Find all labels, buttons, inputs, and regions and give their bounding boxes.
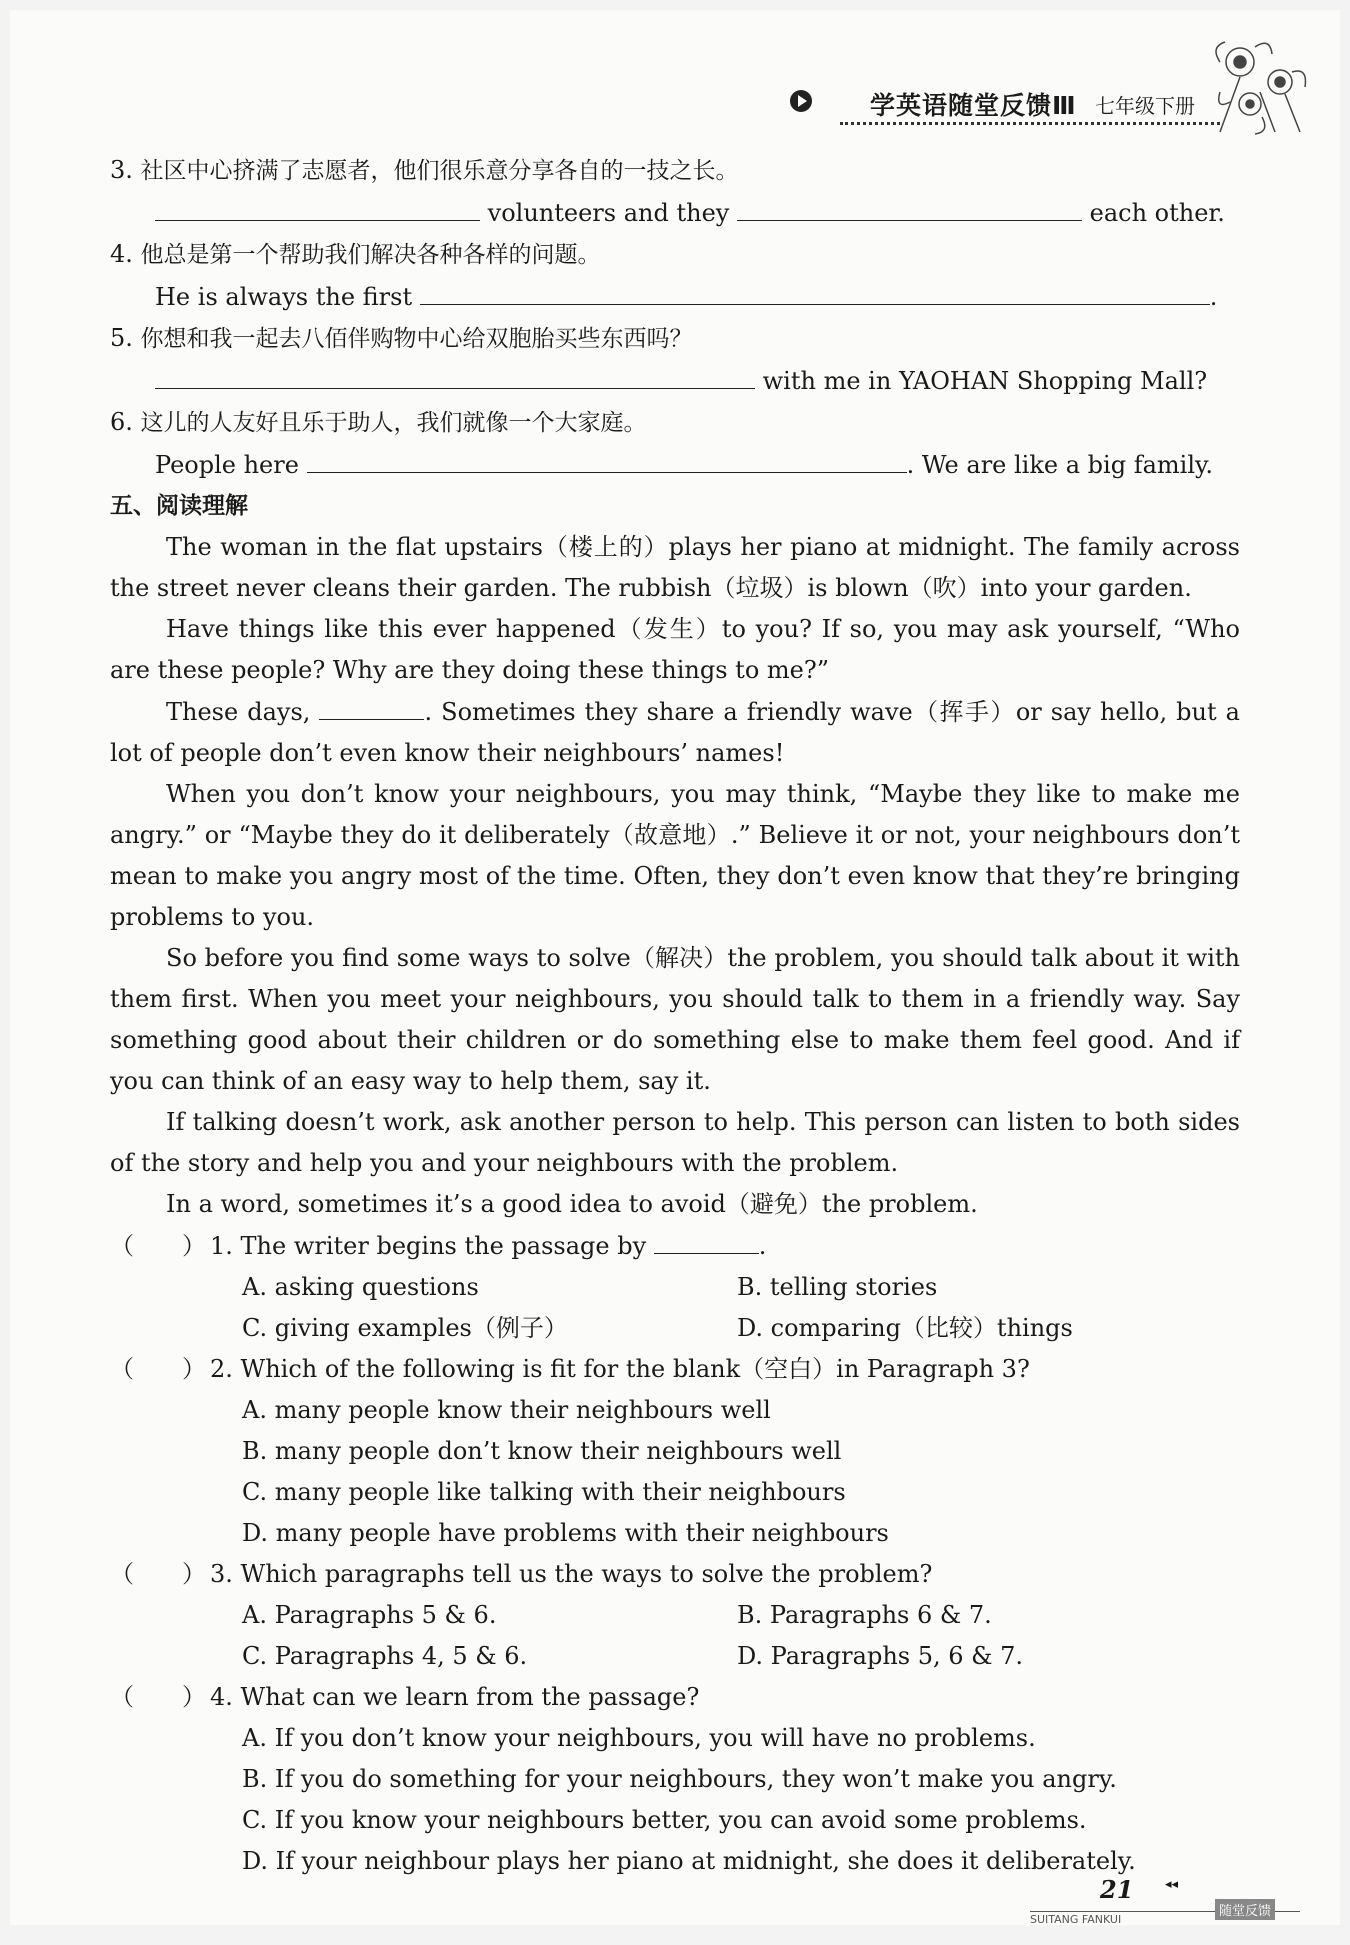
option-a[interactable]: A. If you don’t know your neighbours, you will have no problems. [242, 1724, 1036, 1752]
passage-paragraph-4: When you don’t know your neighbours, you may think, “Maybe they like to make me angry.” or “Maybe they do it deliberately（故意地）.” Believe it or not, your neighbours don’t mean to make you angry most of the time. Often, they don’t even know that they’re bringing problems to you. [110, 780, 1240, 931]
chinese-sentence: 社区中心挤满了志愿者，他们很乐意分享各自的一技之长。 [140, 158, 739, 184]
page-header [790, 80, 1220, 120]
answer-parentheses[interactable]: （ ） [110, 1683, 206, 1711]
footer-pinyin: SUITANG FANKUI [1030, 1913, 1122, 1926]
translation-item-5-answer: with me in YAOHAN Shopping Mall? [110, 360, 1240, 402]
question-4: （ ） 4. What can we learn from the passage? [110, 1677, 1240, 1718]
question-3-options-ab [110, 1595, 1240, 1636]
option-d[interactable]: D. If your neighbour plays her piano at midnight, she does it deliberately. [242, 1847, 1136, 1875]
section-title: 五、阅读理解 [110, 493, 248, 519]
flower-decoration-icon [1200, 32, 1320, 142]
answer-parentheses[interactable]: （ ） [110, 1560, 206, 1588]
option-c[interactable]: C. If you know your neighbours better, you can avoid some problems. [242, 1806, 1087, 1834]
passage-blank [319, 691, 424, 720]
translation-item-6-answer: People here . We are like a big family. [110, 444, 1240, 486]
answer-blank[interactable] [307, 444, 907, 473]
question-3-options-cd [110, 1636, 1240, 1677]
question-1: （ ） 1. The writer begins the passage by . [110, 1225, 1240, 1267]
header-subtitle: 七年级下册 [1095, 94, 1195, 118]
question-3: （ ） 3. Which paragraphs tell us the ways to solve the problem? [110, 1554, 1240, 1595]
chinese-sentence: 这儿的人友好且乐于助人，我们就像一个大家庭。 [140, 410, 647, 436]
answer-parentheses[interactable]: （ ） [110, 1355, 206, 1383]
question-2: （ ） 2. Which of the following is fit for the blank（空白）in Paragraph 3? [110, 1349, 1240, 1390]
option-c[interactable]: C. many people like talking with their neighbours [242, 1478, 846, 1506]
question-1-options-cd [110, 1308, 1240, 1349]
option-d[interactable]: D. Paragraphs 5, 6 & 7. [737, 1642, 1024, 1670]
answer-blank[interactable] [737, 192, 1082, 221]
option-b[interactable]: B. many people don’t know their neighbours well [242, 1437, 842, 1465]
chinese-sentence: 他总是第一个帮助我们解决各种各样的问题。 [140, 242, 601, 268]
passage-paragraph-2: Have things like this ever happened（发生）to you? If so, you may ask yourself, “Who are these people? Why are they doing these things to me?” [110, 615, 1240, 684]
header-divider [840, 122, 1220, 125]
question-1-options-ab [110, 1267, 1240, 1308]
double-arrow-icon: ◂◂ [1165, 1877, 1179, 1892]
option-b[interactable]: B. If you do something for your neighbours, they won’t make you angry. [242, 1765, 1117, 1793]
option-b[interactable]: B. Paragraphs 6 & 7. [737, 1601, 992, 1629]
answer-parentheses[interactable]: （ ） [110, 1232, 206, 1260]
option-c[interactable]: C. Paragraphs 4, 5 & 6. [242, 1642, 528, 1670]
passage-paragraph-3: These days, . Sometimes they share a friendly wave（挥手）or say hello, but a lot of people don’t even know their neighbours’ names! [110, 691, 1240, 774]
option-a[interactable]: A. Paragraphs 5 & 6. [242, 1601, 497, 1629]
answer-blank[interactable] [155, 192, 480, 221]
translation-item-5: 5. 你想和我一起去八佰伴购物中心给双胞胎买些东西吗？ [110, 324, 693, 352]
passage-paragraph-6: If talking doesn’t work, ask another person to help. This person can listen to both sides of the story and help you and your neighbours with the problem. [110, 1108, 1240, 1177]
passage-paragraph-7: In a word, sometimes it’s a good idea to avoid（避免）the problem. [166, 1190, 978, 1218]
header-title: 学英语随堂反馈Ⅲ [870, 91, 1077, 120]
option-b[interactable]: B. telling stories [737, 1273, 938, 1301]
option-c[interactable]: C. giving examples（例子） [242, 1314, 568, 1342]
option-a[interactable]: A. many people know their neighbours well [242, 1396, 771, 1424]
question-blank [654, 1225, 759, 1254]
translation-item-3-answer: volunteers and they each other. [110, 192, 1240, 234]
option-d[interactable]: D. many people have problems with their neighbours [242, 1519, 889, 1547]
option-a[interactable]: A. asking questions [242, 1273, 479, 1301]
translation-item-3: 3. 社区中心挤满了志愿者，他们很乐意分享各自的一技之长。 [110, 156, 739, 184]
answer-blank[interactable] [155, 360, 755, 389]
chinese-sentence: 你想和我一起去八佰伴购物中心给双胞胎买些东西吗？ [140, 326, 693, 352]
footer-tag: 随堂反馈 [1215, 1899, 1275, 1920]
passage-paragraph-1: The woman in the flat upstairs（楼上的）plays her piano at midnight. The family across the street never cleans their garden. The rubbish（垃圾）is blown（吹）into your garden. [110, 533, 1240, 602]
reading-passage [110, 527, 1240, 1225]
answer-blank[interactable] [420, 276, 1210, 305]
play-icon [790, 90, 812, 112]
passage-paragraph-5: So before you find some ways to solve（解决）the problem, you should talk about it with them first. When you meet your neighbours, you should talk to them in a friendly way. Say something good about their children or do something else to make them feel good. And if you can think of an easy way to help them, say it. [110, 944, 1240, 1095]
page-number: 21 [1100, 1875, 1134, 1904]
worksheet-page [10, 10, 1340, 1925]
translation-item-4-answer: He is always the first . [110, 276, 1240, 318]
page-footer [1030, 1875, 1320, 1925]
translation-item-4: 4. 他总是第一个帮助我们解决各种各样的问题。 [110, 240, 601, 268]
option-d[interactable]: D. comparing（比较）things [737, 1314, 1073, 1342]
worksheet-content [110, 150, 1240, 1882]
translation-item-6: 6. 这儿的人友好且乐于助人，我们就像一个大家庭。 [110, 408, 647, 436]
